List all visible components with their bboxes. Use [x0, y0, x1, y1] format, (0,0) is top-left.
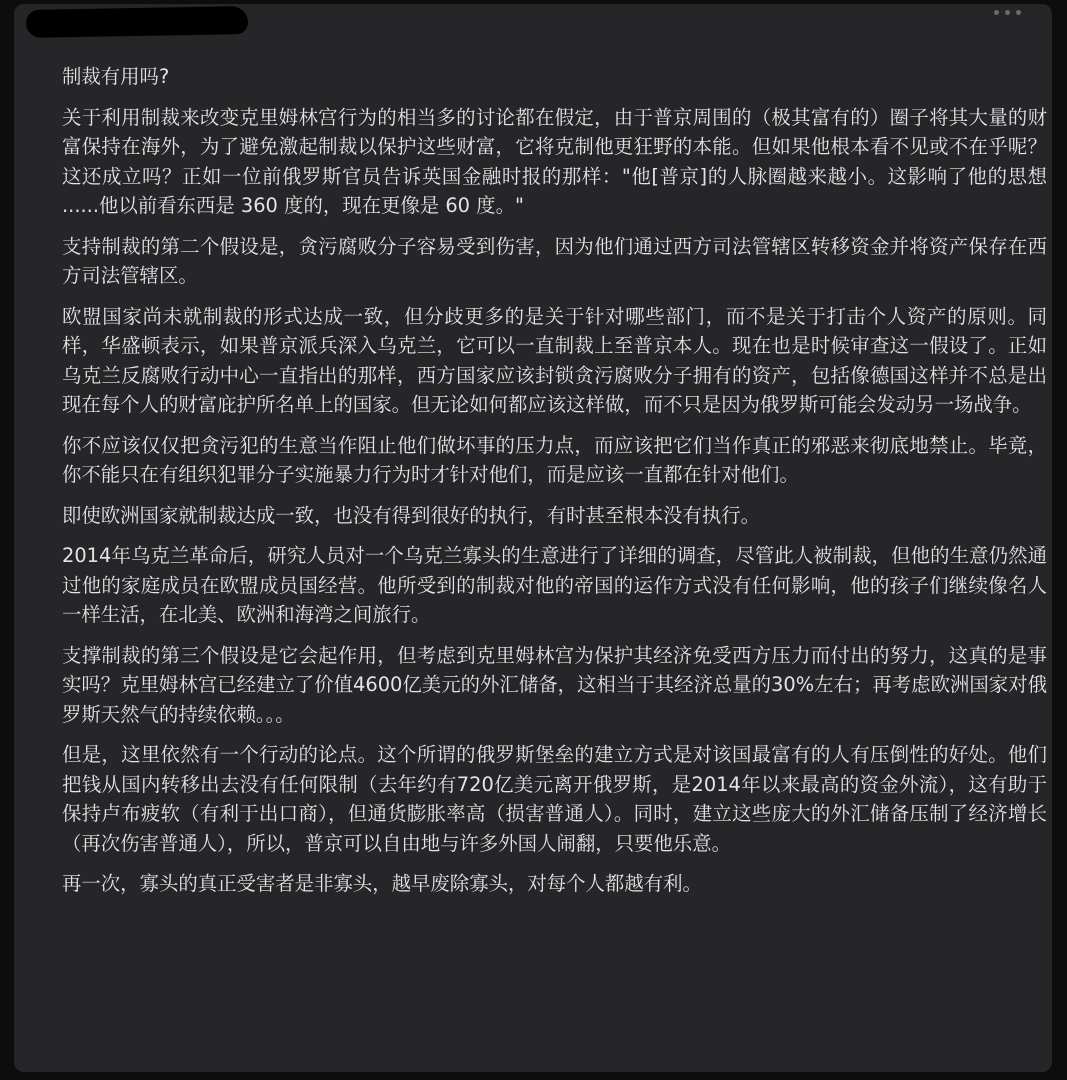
paragraph-2: 支持制裁的第二个假设是，贪污腐败分子容易受到伤害，因为他们通过西方司法管辖区转移资金并将资产保存在西方司法管辖区。	[62, 234, 1047, 287]
paragraph-6: 2014年乌克兰革命后，研究人员对一个乌克兰寡头的生意进行了详细的调查，尽管此人被制裁，但他的生意仍然通过他的家庭成员在欧盟成员国经营。他所受到的制裁对他的帝国的运作方式没有任何影响，他的孩子们继续像名人一样生活，在北美、欧洲和海湾之间旅行。	[62, 544, 1047, 626]
dot	[1016, 10, 1021, 15]
paragraph-5: 即使欧洲国家就制裁达成一致，也没有得到很好的执行，有时甚至根本没有执行。	[62, 503, 761, 527]
post-title: 制裁有用吗?	[62, 65, 170, 88]
more-options-icon[interactable]	[994, 8, 1030, 16]
paragraph-7: 支撑制裁的第三个假设是它会起作用，但考虑到克里姆林宫为保护其经济免受西方压力而付出的努力，这真的是事实吗？克里姆林宫已经建立了价值4600亿美元的外汇储备，这相当于其经济总量的30%左右；再考虑欧洲国家对俄罗斯天然气的持续依赖。。。	[62, 643, 1047, 726]
post-body	[62, 62, 1047, 910]
dot	[994, 10, 999, 15]
paragraph-4: 你不应该仅仅把贪污犯的生意当作阻止他们做坏事的压力点，而应该把它们当作真正的邪恶来彻底地禁止。毕竟，你不能只在有组织犯罪分子实施暴力行为时才针对他们，而是应该一直都在针对他们。	[62, 433, 1047, 486]
paragraph-3: 欧盟国家尚未就制裁的形式达成一致，但分歧更多的是关于针对哪些部门，而不是关于打击个人资产的原则。同样，华盛顿表示，如果普京派兵深入乌克兰，它可以一直制裁上至普京本人。现在也是时候审查这一假设了。正如乌克兰反腐败行动中心一直指出的那样，西方国家应该封锁贪污腐败分子拥有的资产，包括像德国这样并不总是出现在每个人的财富庇护所名单上的国家。但无论如何都应该这样做，而不只是因为俄罗斯可能会发动另一场战争。	[62, 304, 1047, 416]
post-card	[14, 4, 1052, 1072]
paragraph-8: 但是，这里依然有一个行动的论点。这个所谓的俄罗斯堡垒的建立方式是对该国最富有的人有压倒性的好处。他们把钱从国内转移出去没有任何限制（去年约有720亿美元离开俄罗斯，是2014年以来最高的资金外流），这有助于保持卢布疲软（有利于出口商），但通货膨胀率高（损害普通人）。同时，建立这些庞大的外汇储备压制了经济增长（再次伤害普通人），所以，普京可以自由地与许多外国人闹翻，只要他乐意。	[62, 743, 1047, 855]
paragraph-9: 再一次，寡头的真正受害者是非寡头，越早废除寡头，对每个人都越有利。	[62, 872, 702, 895]
redacted-author-name	[26, 6, 248, 38]
dot	[1005, 10, 1010, 15]
paragraph-1: 关于利用制裁来改变克里姆林宫行为的相当多的讨论都在假定，由于普京周围的（极其富有的）圈子将其大量的财富保持在海外，为了避免激起制裁以保护这些财富，它将克制他更狂野的本能。但如果他根本看不见或不在乎呢？这还成立吗？正如一位前俄罗斯官员告诉英国金融时报的那样："他[普京]的人脉圈越来越小。这影响了他的思想 ......他以前看东西是 360 度的，现在更像是 60 度。"	[62, 105, 1047, 217]
